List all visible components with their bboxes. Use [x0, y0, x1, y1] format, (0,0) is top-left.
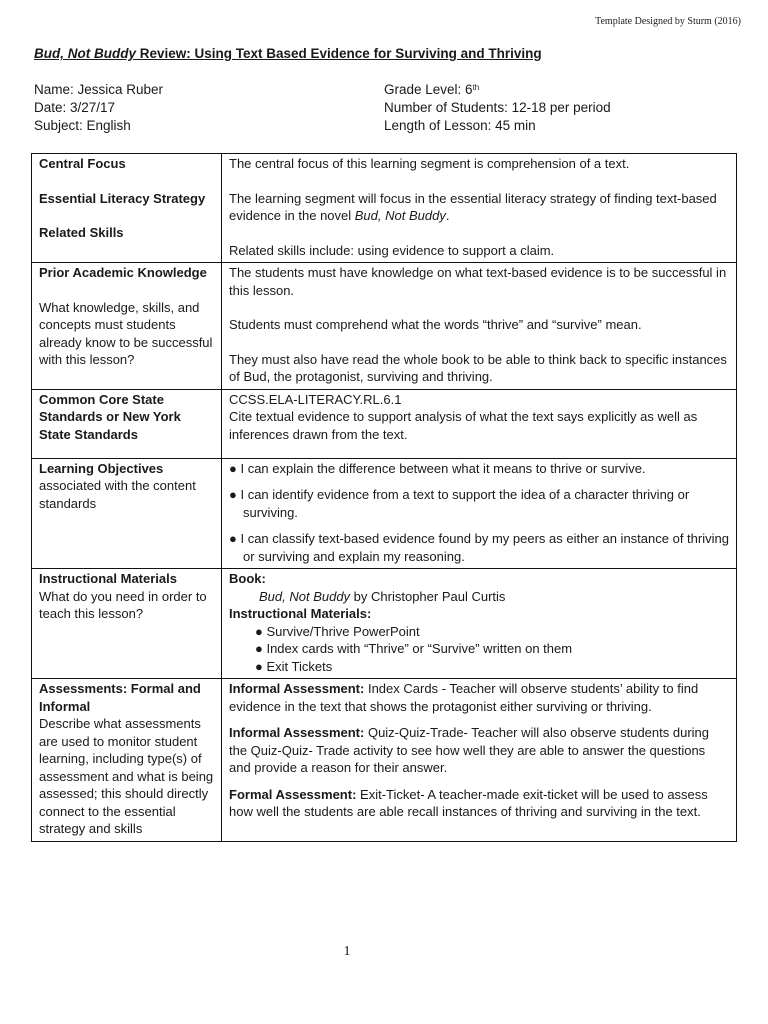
label-assessments [32, 679, 222, 842]
label-instructional-materials [32, 569, 222, 679]
label-prior-knowledge-desc: What knowledge, skills, and concepts must students already know to be successful with this lesson? [39, 299, 213, 367]
content-central-focus [222, 154, 737, 263]
material-item: ● Exit Tickets [255, 658, 333, 674]
row-assessments [32, 679, 737, 842]
content-prior-knowledge [222, 263, 737, 390]
strategy-text [229, 190, 730, 225]
meta-date: Date: 3/27/17 [34, 100, 116, 115]
prior-text-2: Students must comprehend what the words “thrive” and “survive” mean. [229, 317, 642, 332]
title-rest: Review: Using Text Based Evidence for Surviving and Thriving [135, 46, 542, 61]
content-assessments [222, 679, 737, 842]
page-number: 1 [343, 944, 351, 959]
label-instructional-materials-desc: What do you need in order to teach this lesson? [39, 588, 207, 621]
objective-item: ● I can explain the difference between what it means to thrive or survive. [229, 460, 646, 476]
content-learning-objectives [222, 458, 737, 569]
label-learning-objectives-desc: associated with the content standards [39, 478, 196, 511]
assessment-formal-exit-ticket [229, 786, 730, 821]
label-prior-knowledge [32, 263, 222, 390]
meta-left [34, 81, 163, 135]
strategy-text-book: Bud, Not Buddy [354, 208, 446, 223]
prior-text-1: The students must have knowledge on what text-based evidence is to be successful in this lesson. [229, 265, 727, 298]
standard-text: Cite textual evidence to support analysis of what the text says explicitly as well as inferences drawn from the text. [229, 409, 698, 442]
label-common-core-title: Common Core State Standards or New York State Standards [39, 391, 181, 442]
prior-text-3: They must also have read the whole book to be able to think back to specific instances of Bud, the protagonist, surviving and thriving. [229, 351, 727, 384]
row-central-focus [32, 154, 737, 263]
meta-length: Length of Lesson: 45 min [384, 118, 536, 133]
meta-grade [384, 81, 611, 99]
template-credit: Template Designed by Sturm (2016) [595, 16, 741, 27]
lesson-plan-table [31, 153, 737, 842]
meta-students: Number of Students: 12-18 per period [384, 100, 611, 115]
row-prior-knowledge [32, 263, 737, 390]
label-assessments-title: Assessments: Formal and Informal [39, 681, 201, 714]
assessment-1-heading: Informal Assessment: [229, 681, 365, 696]
related-skills-text: Related skills include: using evidence to support a claim. [229, 242, 555, 258]
meta-grade-text: Grade Level: 6 [384, 82, 473, 97]
lesson-meta [34, 81, 734, 135]
materials-book-title: Bud, Not Buddy [259, 588, 351, 604]
label-learning-objectives [32, 458, 222, 569]
label-essential-strategy: Essential Literacy Strategy [39, 190, 206, 206]
strategy-text-post: . [445, 208, 450, 223]
assessment-2-text: Quiz-Quiz-Trade- Teacher will also observe students during the Quiz-Quiz- Trade activity to see how well they are able to answer the questions and provide a reason for their answer. [229, 725, 709, 775]
objective-item: ● I can identify evidence from a text to support the idea of a character thriving or surviving. [229, 487, 690, 520]
label-related-skills: Related Skills [39, 225, 124, 240]
meta-subject: Subject: English [34, 118, 131, 133]
central-focus-text: The central focus of this learning segment is comprehension of a text. [229, 156, 630, 171]
content-instructional-materials [222, 569, 737, 679]
row-instructional-materials [32, 569, 737, 679]
assessment-informal-quiz-trade [229, 724, 730, 777]
assessment-3-heading: Formal Assessment: [229, 786, 357, 802]
label-central-focus-title: Central Focus [39, 156, 126, 171]
assessment-3-text: Exit-Ticket- A teacher-made exit-ticket will be used to assess how well the students are able recall instances of thriving and surviving in the text. [229, 786, 708, 819]
row-learning-objectives [32, 458, 737, 569]
page-title [34, 46, 734, 61]
label-prior-knowledge-title: Prior Academic Knowledge [39, 265, 207, 280]
material-item: ● Survive/Thrive PowerPoint [255, 623, 420, 639]
materials-book-line [229, 588, 730, 606]
title-book: Bud, Not Buddy [34, 46, 136, 61]
materials-list-heading: Instructional Materials: [229, 606, 372, 621]
materials-book-author: by Christopher Paul Curtis [350, 588, 506, 604]
meta-grade-suffix: th [472, 83, 480, 92]
label-learning-objectives-title: Learning Objectives [39, 460, 164, 476]
assessment-informal-index-cards [229, 680, 730, 715]
meta-right [384, 81, 611, 135]
meta-name: Name: Jessica Ruber [34, 82, 164, 97]
label-central-focus [32, 154, 222, 263]
row-common-core [32, 389, 737, 458]
content-common-core [222, 389, 737, 458]
assessment-1-text: Index Cards - Teacher will observe students’ ability to find evidence in the text that shows the protagonist either surviving or thriving. [229, 681, 699, 714]
label-common-core [32, 389, 222, 458]
label-instructional-materials-title: Instructional Materials [39, 571, 177, 586]
material-item: ● Index cards with “Thrive” or “Survive” written on them [255, 641, 573, 656]
standard-code: CCSS.ELA-LITERACY.RL.6.1 [229, 391, 402, 407]
label-assessments-desc: Describe what assessments are used to monitor student learning, including type(s) of assessment and what is being assessed; this should directly connect to the essential strategy and skills [39, 716, 214, 836]
materials-book-heading: Book: [229, 571, 266, 586]
assessment-2-heading: Informal Assessment: [229, 725, 365, 740]
strategy-text-pre: The learning segment will focus in the essential literacy strategy of finding text-based evidence in the novel [229, 190, 717, 223]
objective-item: ● I can classify text-based evidence found by my peers as either an instance of thriving or surviving and explain my reasoning. [229, 531, 729, 564]
